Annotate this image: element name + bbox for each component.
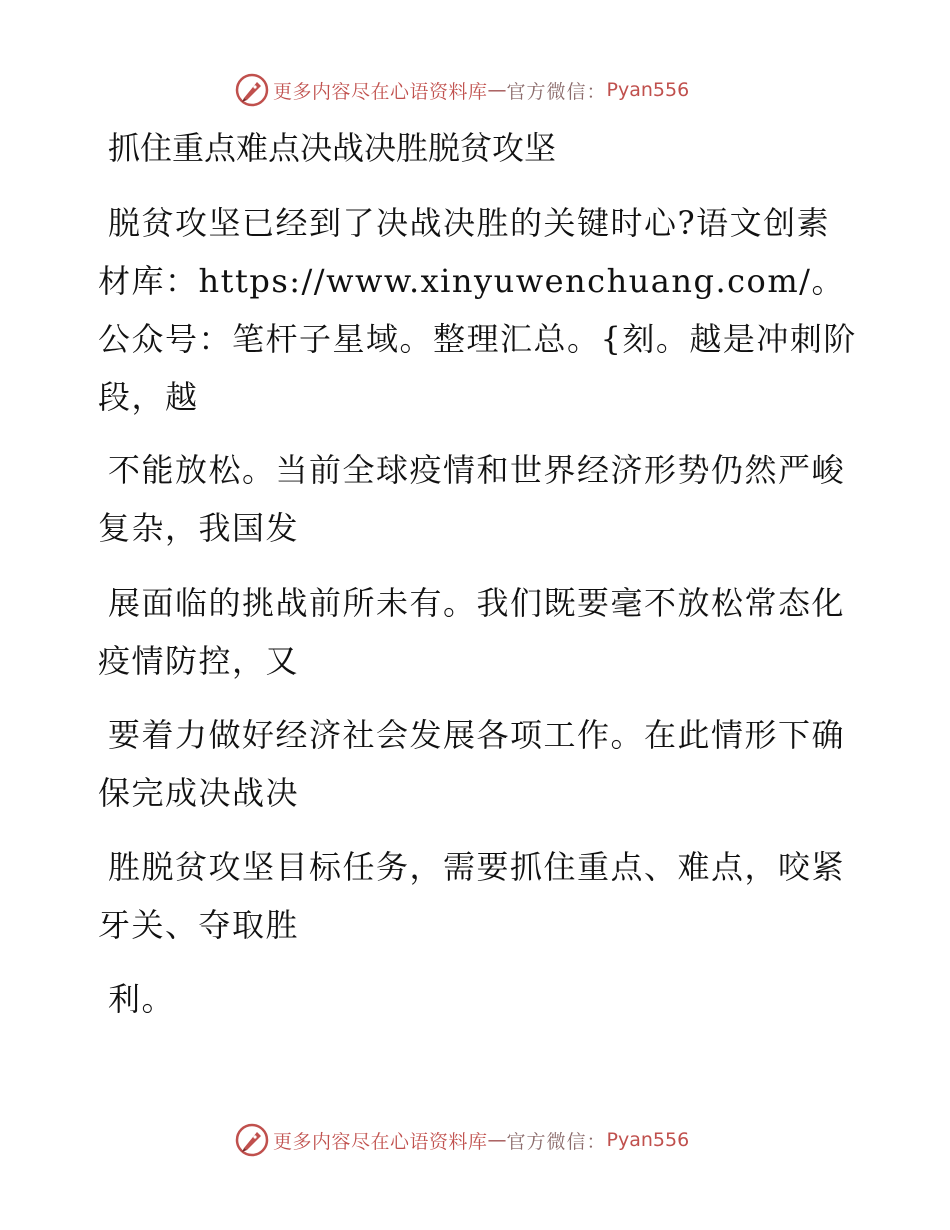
header-banner xyxy=(235,72,689,108)
paragraph-6: 利。 xyxy=(108,980,176,1018)
banner-text: 更多内容尽在心语资料库 xyxy=(273,1130,488,1153)
banner-wechat-id: Pyan556 xyxy=(606,1129,690,1151)
banner-text: 更多内容尽在心语资料库 xyxy=(273,80,488,103)
paragraph-1: 脱贫攻坚已经到了决战决胜的关键时心?语文创素材库：https://www.xinyuwenchuang.com/。公众号：笔杆子星域。整理汇总。{刻。越是冲刺阶段，越 xyxy=(98,204,857,416)
paragraph-3: 展面临的挑战前所未有。我们既要毫不放松常态化疫情防控，又 xyxy=(98,584,846,680)
banner-separator: — xyxy=(487,1129,507,1151)
document-title: 抓住重点难点决战决胜脱贫攻坚 xyxy=(108,129,557,167)
pen-nib-logo-icon xyxy=(235,73,269,107)
banner-wechat-label: 官方微信： xyxy=(506,80,607,103)
footer-banner xyxy=(235,1122,689,1158)
paragraph-5: 胜脱贫攻坚目标任务，需要抓住重点、难点，咬紧牙关、夺取胜 xyxy=(98,848,846,944)
banner-wechat-id: Pyan556 xyxy=(606,79,690,101)
paragraph-2: 不能放松。当前全球疫情和世界经济形势仍然严峻复杂，我国发 xyxy=(98,451,846,547)
paragraph-4: 要着力做好经济社会发展各项工作。在此情形下确保完成决战决 xyxy=(98,716,846,812)
pen-nib-logo-icon xyxy=(235,1123,269,1157)
banner-wechat-label: 官方微信： xyxy=(506,1130,607,1153)
banner-separator: — xyxy=(487,79,507,101)
